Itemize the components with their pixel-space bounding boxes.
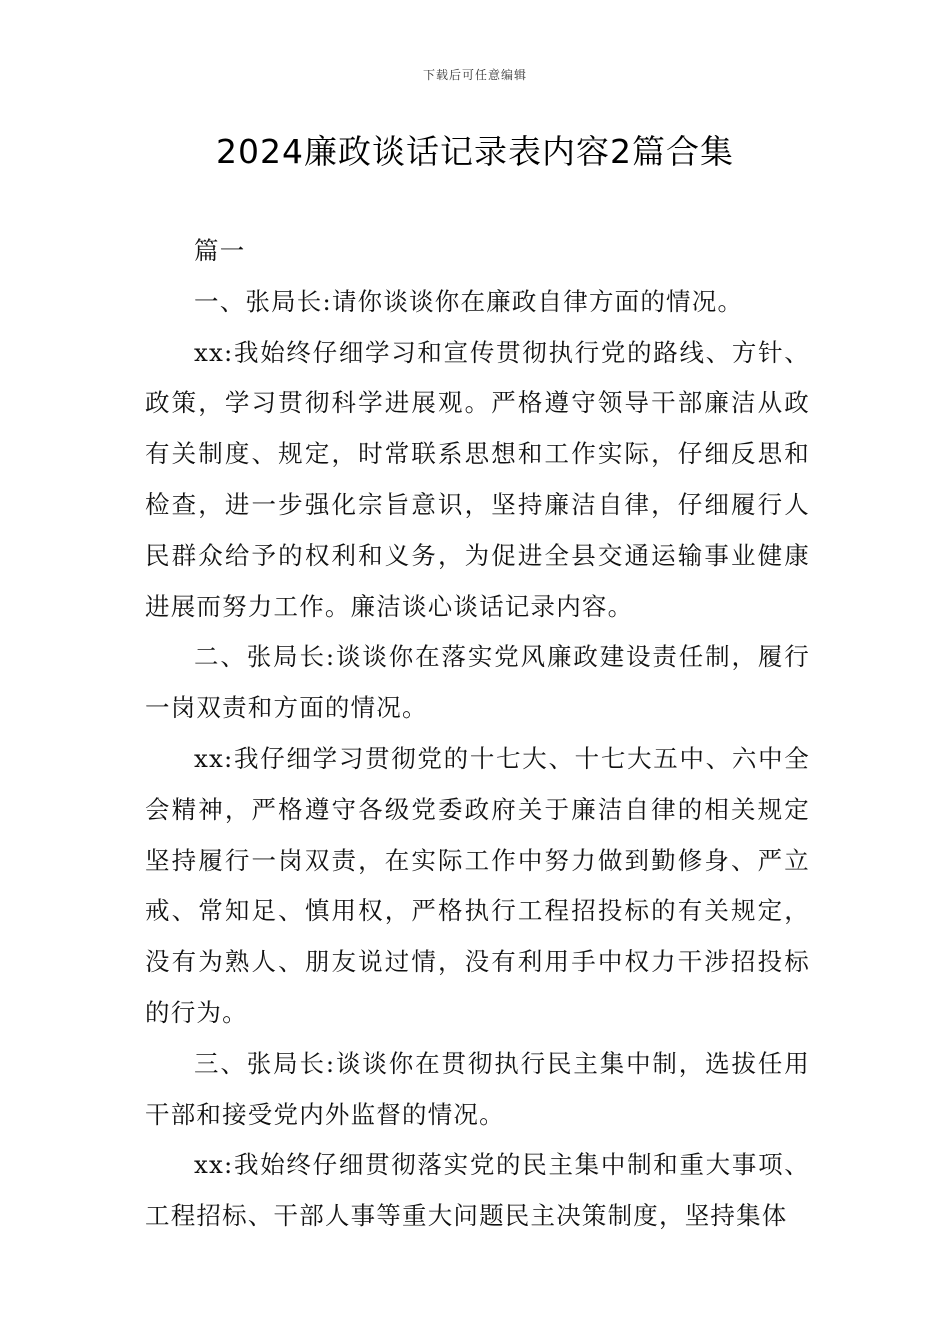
paragraph-answer-2: xx:我仔细学习贯彻党的十七大、十七大五中、六中全会精神，严格遵守各级党委政府关于廉洁自律的相关规定坚持履行一岗双责，在实际工作中努力做到勤修身、严立戒、常知足、慎用权，严格执行工程招投标的有关规定，没有为熟人、朋友说过情，没有利用手中权力干涉招投标的行为。 bbox=[145, 743, 810, 1027]
paragraph-answer-1: xx:我始终仔细学习和宣传贯彻执行党的路线、方针、政策，学习贯彻科学进展观。严格遵守领导干部廉洁从政有关制度、规定，时常联系思想和工作实际，仔细反思和检查，进一步强化宗旨意识，坚持廉洁自律，仔细履行人民群众给予的权利和义务，为促进全县交通运输事业健康进展而努力工作。廉洁谈心谈话记录内容。 bbox=[145, 337, 810, 621]
header-note: 下载后可任意编辑 bbox=[422, 68, 527, 82]
document-body bbox=[145, 226, 810, 1242]
document-title: 2024廉政谈话记录表内容2篇合集 bbox=[216, 132, 734, 171]
section-heading: 篇一 bbox=[194, 236, 246, 265]
paragraph-question-3: 三、张局长:谈谈你在贯彻执行民主集中制，选拔任用干部和接受党内外监督的情况。 bbox=[145, 1048, 810, 1129]
paragraph-question-2: 二、张局长:谈谈你在落实党风廉政建设责任制，履行一岗双责和方面的情况。 bbox=[145, 642, 810, 723]
paragraph-answer-3: xx:我始终仔细贯彻落实党的民主集中制和重大事项、工程招标、干部人事等重大问题民主决策制度，坚持集体 bbox=[145, 1150, 810, 1231]
paragraph-question-1: 一、张局长:请你谈谈你在廉政自律方面的情况。 bbox=[194, 286, 744, 316]
